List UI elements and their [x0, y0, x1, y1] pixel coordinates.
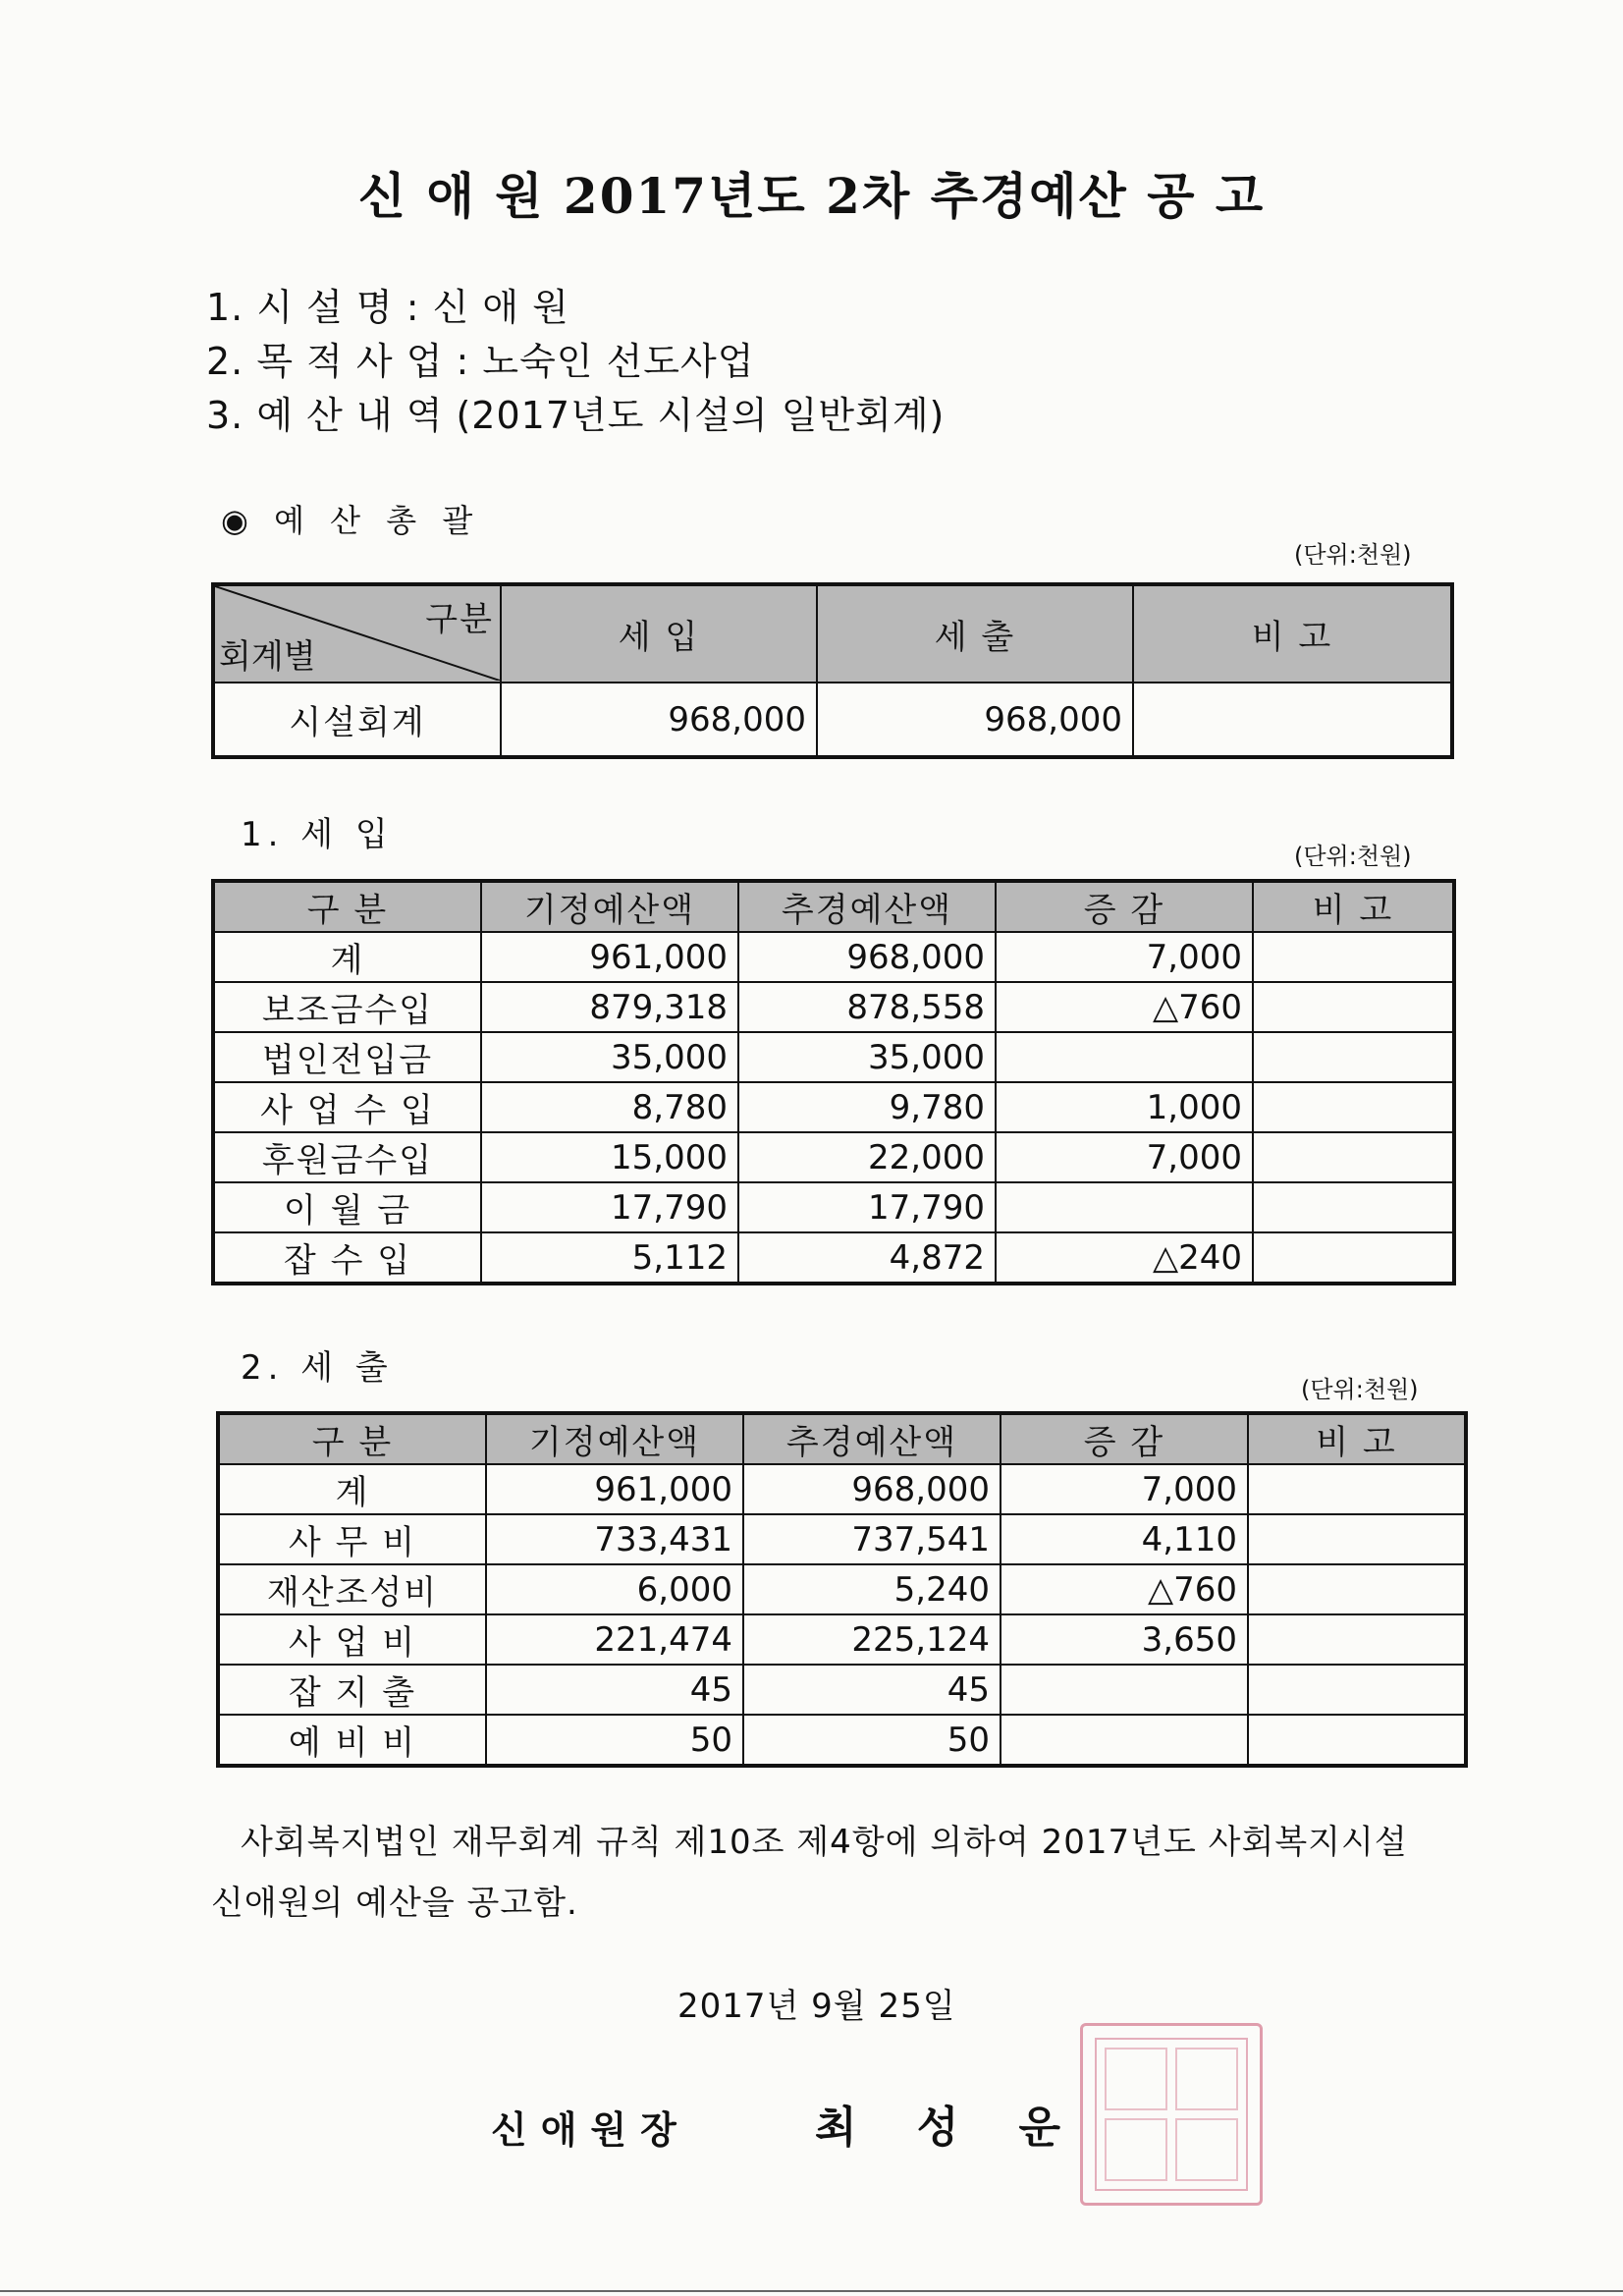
table-row [213, 1132, 1454, 1182]
summary-header-note: 비 고 [1133, 584, 1452, 683]
row-original: 15,000 [481, 1132, 738, 1182]
row-original: 8,780 [481, 1082, 738, 1132]
table-row [218, 1614, 1466, 1665]
row-note [1253, 1082, 1454, 1132]
row-original: 5,112 [481, 1232, 738, 1284]
summary-row-income: 968,000 [501, 683, 817, 757]
expense-heading: 2. 세 출 [241, 1348, 394, 1388]
row-original: 17,790 [481, 1182, 738, 1232]
row-change: 7,000 [996, 1132, 1253, 1182]
row-original: 733,431 [486, 1514, 743, 1564]
summary-header-income: 세 입 [501, 584, 817, 683]
row-change: 1,000 [996, 1082, 1253, 1132]
summary-corner-cell [213, 584, 501, 683]
row-revised: 968,000 [738, 932, 996, 982]
row-original: 221,474 [486, 1614, 743, 1665]
table-row [213, 1032, 1454, 1082]
table-row [218, 1464, 1466, 1514]
row-change [996, 1032, 1253, 1082]
row-label: 계 [213, 932, 481, 982]
row-original: 45 [486, 1665, 743, 1715]
row-revised: 878,558 [738, 982, 996, 1032]
row-revised: 5,240 [743, 1564, 1001, 1614]
table-row [218, 1514, 1466, 1564]
expense-header-change: 증 감 [1001, 1413, 1248, 1464]
page-bottom-edge [0, 2290, 1623, 2292]
row-change: 7,000 [1001, 1464, 1248, 1514]
row-note [1248, 1464, 1466, 1514]
row-revised: 9,780 [738, 1082, 996, 1132]
document-title: 신 애 원 2017년도 2차 추경예산 공 고 [357, 167, 1266, 225]
income-header-category: 구 분 [213, 881, 481, 932]
notice-date: 2017년 9월 25일 [677, 1987, 956, 2026]
row-revised: 737,541 [743, 1514, 1001, 1564]
row-original: 50 [486, 1715, 743, 1766]
row-revised: 225,124 [743, 1614, 1001, 1665]
summary-row-expense: 968,000 [817, 683, 1133, 757]
income-header-original: 기정예산액 [481, 881, 738, 932]
table-row [213, 1182, 1454, 1232]
row-change: 3,650 [1001, 1614, 1248, 1665]
row-note [1253, 982, 1454, 1032]
expense-header-revised: 추경예산액 [743, 1413, 1001, 1464]
row-original: 879,318 [481, 982, 738, 1032]
row-note [1248, 1564, 1466, 1614]
row-note [1248, 1514, 1466, 1564]
row-revised: 4,872 [738, 1232, 996, 1284]
summary-table [211, 582, 1454, 759]
summary-diag-top: 구분 [425, 600, 494, 639]
row-label: 잡 지 출 [218, 1665, 486, 1715]
row-label: 법인전입금 [213, 1032, 481, 1082]
row-label: 사 업 비 [218, 1614, 486, 1665]
row-note [1248, 1715, 1466, 1766]
row-label: 계 [218, 1464, 486, 1514]
table-row [213, 1082, 1454, 1132]
summary-header-expense: 세 출 [817, 584, 1133, 683]
income-header-revised: 추경예산액 [738, 881, 996, 932]
row-label: 잡 수 입 [213, 1232, 481, 1284]
row-note [1253, 1232, 1454, 1284]
row-revised: 50 [743, 1715, 1001, 1766]
income-unit: (단위:천원) [1294, 843, 1412, 870]
row-change: △760 [1001, 1564, 1248, 1614]
table-row [213, 982, 1454, 1032]
row-original: 6,000 [486, 1564, 743, 1614]
official-seal [1080, 2023, 1263, 2206]
row-label: 예 비 비 [218, 1715, 486, 1766]
row-label: 재산조성비 [218, 1564, 486, 1614]
expense-header-note: 비 고 [1248, 1413, 1466, 1464]
notice-line-2: 신애원의 예산을 공고함. [211, 1884, 578, 1923]
row-change: 7,000 [996, 932, 1253, 982]
summary-row-label: 시설회계 [213, 683, 501, 757]
table-row [218, 1665, 1466, 1715]
row-change [996, 1182, 1253, 1232]
row-note [1253, 932, 1454, 982]
summary-unit: (단위:천원) [1294, 541, 1412, 569]
row-revised: 35,000 [738, 1032, 996, 1082]
row-original: 961,000 [481, 932, 738, 982]
notice-line-1: 사회복지법인 재무회계 규칙 제10조 제4항에 의하여 2017년도 사회복지시설 [241, 1823, 1408, 1862]
expense-table [216, 1411, 1468, 1768]
expense-header-original: 기정예산액 [486, 1413, 743, 1464]
row-revised: 17,790 [738, 1182, 996, 1232]
row-label: 이 월 금 [213, 1182, 481, 1232]
income-header-note: 비 고 [1253, 881, 1454, 932]
row-revised: 22,000 [738, 1132, 996, 1182]
row-label: 후원금수입 [213, 1132, 481, 1182]
row-change: △240 [996, 1232, 1253, 1284]
summary-row-note [1133, 683, 1452, 757]
row-original: 961,000 [486, 1464, 743, 1514]
row-revised: 45 [743, 1665, 1001, 1715]
row-original: 35,000 [481, 1032, 738, 1082]
info-budget-detail: 3. 예 산 내 역 (2017년도 시설의 일반회계) [206, 394, 946, 437]
income-table [211, 879, 1456, 1285]
info-facility-name: 1. 시 설 명 : 신 애 원 [206, 286, 569, 329]
table-row [218, 1564, 1466, 1614]
row-note [1253, 1032, 1454, 1082]
row-note [1248, 1614, 1466, 1665]
info-purpose: 2. 목 적 사 업 : 노숙인 선도사업 [206, 340, 755, 383]
signer-name: 최 성 운 [815, 2103, 1061, 2153]
summary-heading: ◉ 예 산 총 괄 [221, 502, 481, 539]
table-row [213, 1232, 1454, 1284]
signer-title: 신애원장 [491, 2107, 690, 2152]
row-label: 사 업 수 입 [213, 1082, 481, 1132]
row-note [1253, 1182, 1454, 1232]
row-change: 4,110 [1001, 1514, 1248, 1564]
income-header-change: 증 감 [996, 881, 1253, 932]
expense-header-category: 구 분 [218, 1413, 486, 1464]
row-note [1253, 1132, 1454, 1182]
expense-unit: (단위:천원) [1301, 1376, 1419, 1403]
row-note [1248, 1665, 1466, 1715]
table-row [213, 932, 1454, 982]
row-change [1001, 1715, 1248, 1766]
row-label: 보조금수입 [213, 982, 481, 1032]
income-heading: 1. 세 입 [241, 815, 394, 854]
table-row [218, 1715, 1466, 1766]
row-revised: 968,000 [743, 1464, 1001, 1514]
summary-diag-bottom: 회계별 [219, 637, 316, 677]
row-change [1001, 1665, 1248, 1715]
row-label: 사 무 비 [218, 1514, 486, 1564]
row-change: △760 [996, 982, 1253, 1032]
